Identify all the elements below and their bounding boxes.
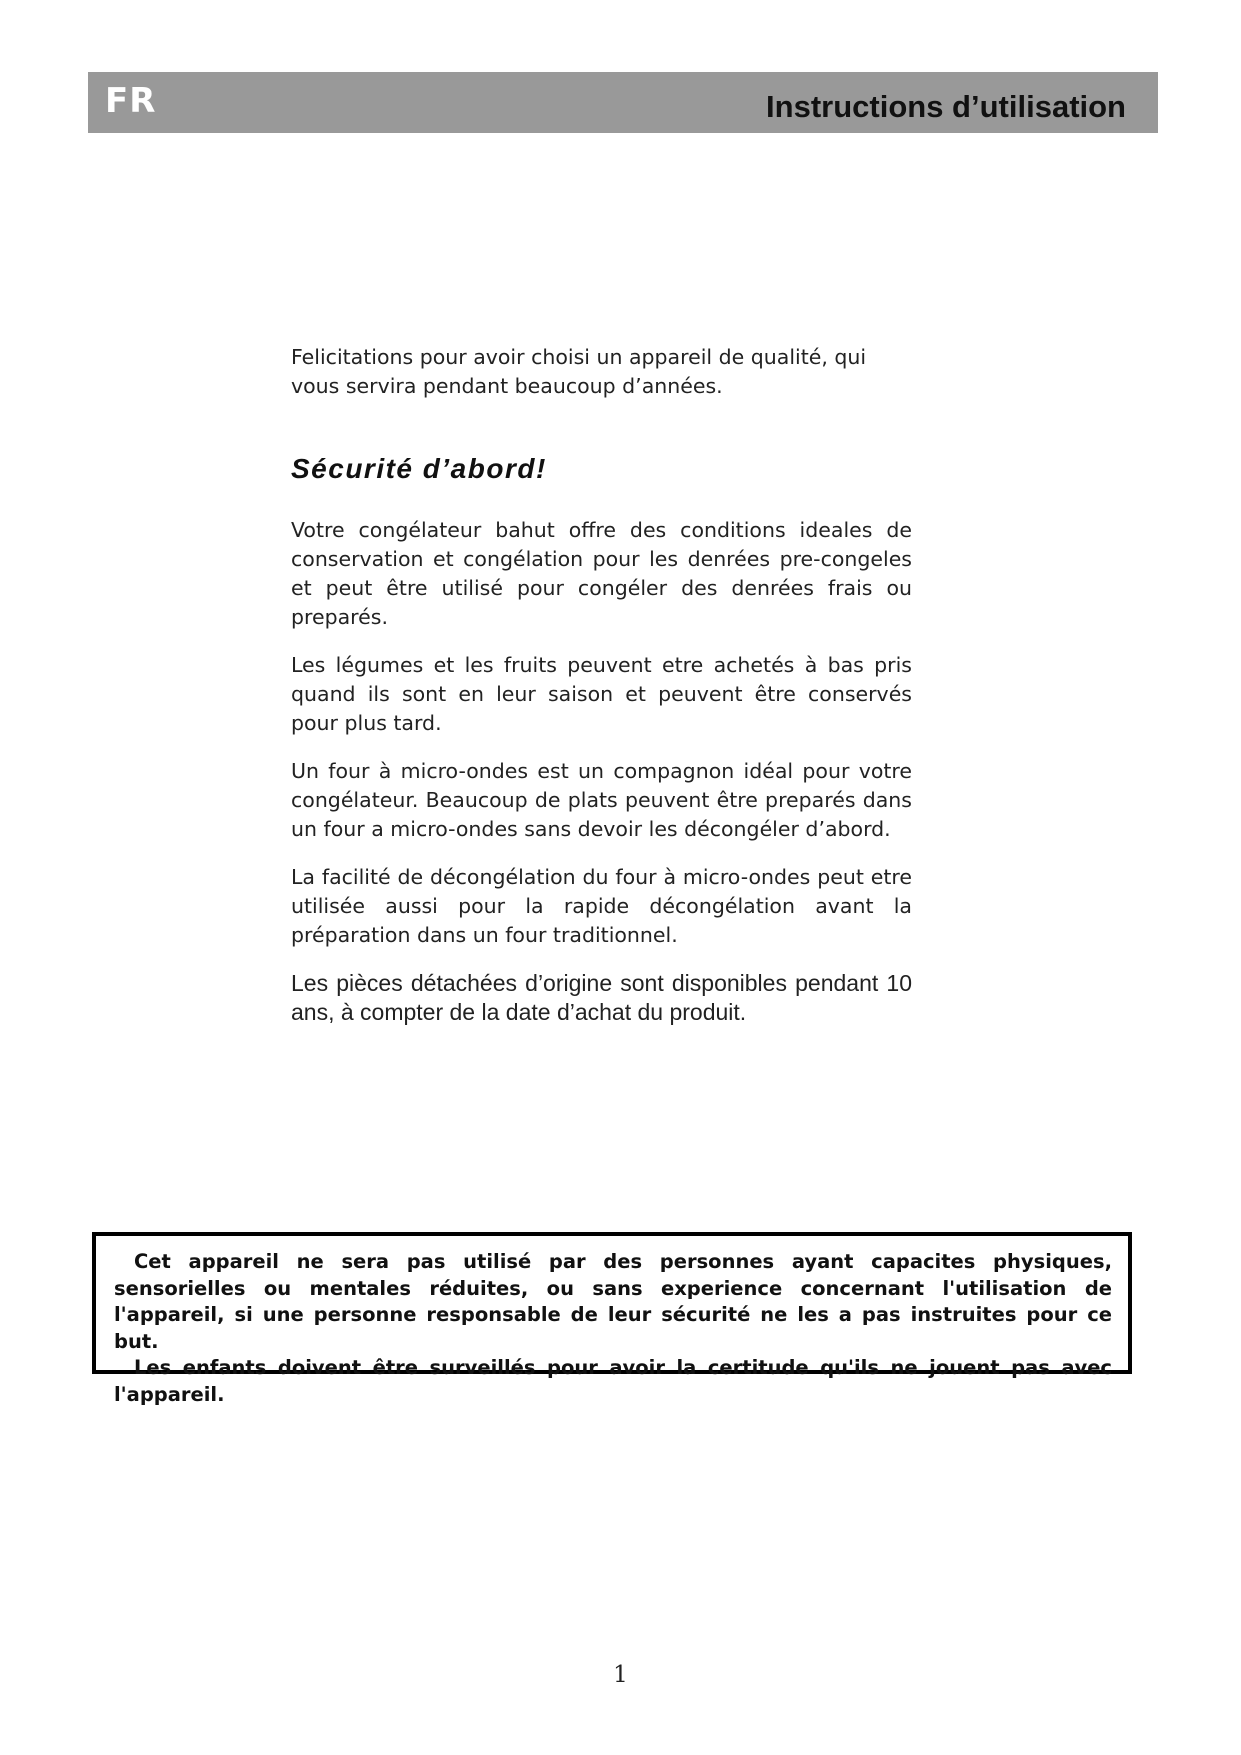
- paragraph-microwave-companion: Un four à micro-ondes est un compagnon idéal pour votre congélateur. Beaucoup de plats peuvent être preparés dans un four a micro-ondes sans devoir les décongéler d’abord.: [291, 759, 912, 841]
- safety-warning-box: [92, 1232, 1132, 1406]
- language-code: FR: [105, 81, 157, 121]
- section-heading: Sécurité d’abord!: [291, 453, 547, 484]
- warning-paragraph-capacities: Cet appareil ne sera pas utilisé par des personnes ayant capacites physiques, sensorielles ou mentales réduites, ou sans experience concernant l'utilisation de l'appareil, si une personne responsable de leur sécurité ne les a pas instruites pour ce but.: [114, 1250, 1112, 1353]
- intro-text: Felicitations pour avoir choisi un appareil de qualité, qui vous servira pendant beaucoup d’années.: [291, 345, 867, 398]
- paragraph-vegetables-fruits: Les légumes et les fruits peuvent etre achetés à bas pris quand ils sont en leur saison et peuvent être conservés pour plus tard.: [291, 653, 912, 735]
- header-band: [88, 72, 1158, 133]
- paragraph-microwave-defrost: La facilité de décongélation du four à micro-ondes peut etre utilisée aussi pour la rapide décongélation avant la préparation dans un four traditionnel.: [291, 865, 912, 947]
- warning-paragraph-children: Les enfants doivent être surveillés pour avoir la certitude qu'ils ne jouent pas avec l'appareil.: [114, 1356, 1112, 1406]
- page-title: Instructions d’utilisation: [766, 89, 1126, 124]
- page-number: 1: [613, 1662, 628, 1688]
- main-content: [291, 343, 912, 1046]
- paragraph-freezer-conditions: Votre congélateur bahut offre des conditions ideales de conservation et congélation pour les denrées pre-congeles et peut être utilisé pour congéler des denrées frais ou preparés.: [291, 518, 912, 629]
- paragraph-spare-parts: Les pièces détachées d’origine sont disponibles pendant 10 ans, à compter de la date d’achat du produit.: [291, 970, 912, 1025]
